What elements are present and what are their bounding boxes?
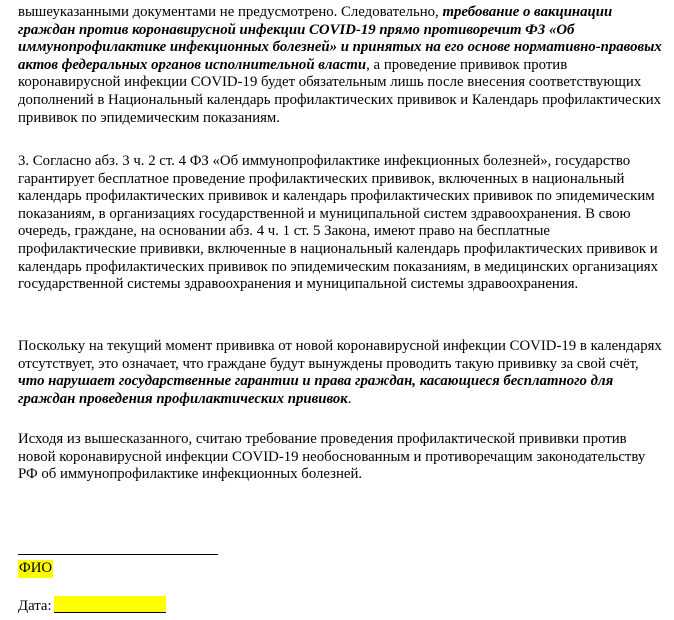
- date-row: [18, 596, 166, 616]
- paragraph-3-text-a: Поскольку на текущий момент прививка от новой коронавирусной инфекции COVID-19 в календарях отсутствует, это означает, что граждане будут вынуждены проводить такую прививку за свой счёт,: [18, 338, 662, 372]
- paragraph-1-text-b: , а проведение прививок против коронавирусной инфекции COVID-19 будет обязательным лишь после внесения соответствующих дополнений в Национальный календарь профилактических прививок и Календарь профилактических прививок по эпидемическим показаниям.: [18, 56, 662, 126]
- paragraph-3-text-b: .: [347, 390, 352, 407]
- paragraph-1-emphasis: требование о вакцинации граждан против коронавирусной инфекции COVID-19 прямо противоречит ФЗ «Об иммунопрофилактике инфекционных болезней» и принятых на его основе нормативно-правовых актов федеральных органов исполнительной власти: [18, 4, 662, 73]
- date-field[interactable]: [54, 596, 166, 613]
- fio-label: ФИО: [19, 560, 53, 576]
- paragraph-1-text-a: вышеуказанными документами не предусмотрено. Следовательно,: [18, 4, 443, 20]
- paragraph-3: [18, 338, 663, 408]
- date-label: Дата:: [18, 598, 52, 614]
- signature-line[interactable]: [18, 554, 218, 555]
- paragraph-2: 3. Согласно абз. 3 ч. 2 ст. 4 ФЗ «Об иммунопрофилактике инфекционных болезней», государство гарантирует бесплатное проведение профилактических прививок, включенных в национальный календарь профилактических прививок и календарь профилактических прививок по эпидемическим показаниям, в организациях государственной и муниципальной систем здравоохранения. В свою очередь, граждане, на основании абз. 4 ч. 1 ст. 5 Закона, имеют право на бесплатные профилактические прививки, включенные в национальный календарь профилактических прививок и календарь профилактических прививок по эпидемическим показаниям, в медицинских организациях государственной системы здравоохранения и муниципальной системы здравоохранения.: [18, 153, 658, 293]
- paragraph-4: Исходя из вышесказанного, считаю требование проведения профилактической прививки против новой коронавирусной инфекции COVID-19 необоснованным и противоречащим законодательству РФ об иммунопрофилактике инфекционных болезней.: [18, 431, 646, 483]
- paragraph-3-emphasis: что нарушает государственные гарантии и права граждан, касающиеся бесплатного для граждан проведения профилактических прививок: [18, 373, 614, 407]
- paragraph-1: [18, 4, 663, 127]
